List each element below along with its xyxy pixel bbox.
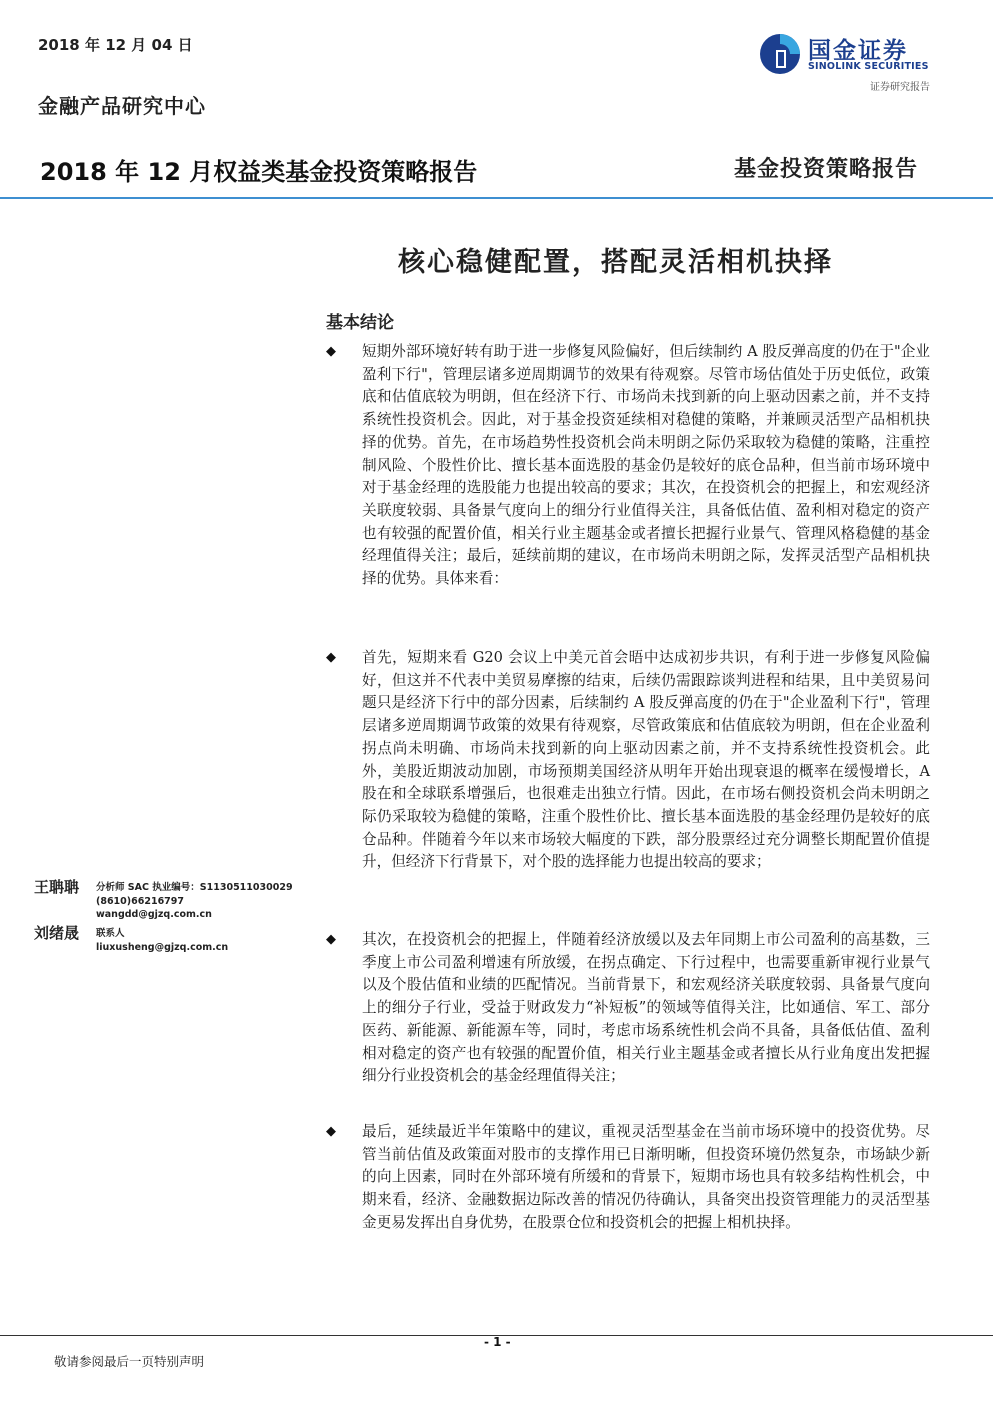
- contact-name: 刘绪晟: [34, 924, 80, 942]
- diamond-bullet-icon: ◆: [326, 1124, 336, 1139]
- header-divider: [0, 197, 993, 199]
- report-title: 2018 年 12 月权益类基金投资策略报告: [40, 158, 478, 186]
- contact-info: [96, 927, 228, 954]
- page-number: - 1 -: [484, 1335, 511, 1349]
- department-name: 金融产品研究中心: [38, 94, 206, 118]
- logo-subtitle: 证券研究报告: [870, 82, 930, 93]
- analyst-sac-id: 分析师 SAC 执业编号：S1130511030029: [96, 882, 293, 893]
- bullet-text: 最后，延续最近半年策略中的建议，重视灵活型基金在当前市场环境中的投资优势。尽管当前估值及政策面对股市的支撑作用已日渐明晰，但投资环境仍然复杂，市场缺少新的向上因素，同时在外部环境有所缓和的背景下，短期市场也具有较多结构性机会，中期来看，经济、金融数据边际改善的情况仍待确认，具备突出投资管理能力的灵活型基金更易发挥出自身优势，在股票仓位和投资机会的把握上相机抉择。: [362, 1123, 930, 1231]
- diamond-bullet-icon: ◆: [326, 344, 336, 359]
- footer-disclaimer: 敬请参阅最后一页特别声明: [54, 1354, 205, 1369]
- contact-email[interactable]: liuxusheng@gjzq.com.cn: [96, 941, 229, 953]
- analyst-email[interactable]: wangdd@gjzq.com.cn: [96, 909, 212, 920]
- bullet-text: 短期外部环境好转有助于进一步修复风险偏好，但后续制约 A 股反弹高度的仍在于"企业盈利下行"，管理层诸多逆周期调节的效果有待观察。尽管市场估值处于历史低位，政策底和估值底较为明朗，但在经济下行、市场尚未找到新的向上驱动因素之前，并不支持系统性投资机会。因此，对于基金投资延续相对稳健的策略，并兼顾灵活型产品相机抉择的优势。首先，在市场趋势性投资机会尚未明朗之际仍采取较为稳健的策略，注重控制风险、个股性价比、擅长基本面选股的基金仍是较好的底仓品种，但当前市场环境中对于基金经理的选股能力也提出较高的要求；其次，在投资机会的把握上，和宏观经济关联度较弱、具备景气度向上的细分行业值得关注，具备低估值、盈利相对稳定的资产也有较强的配置价值，相关行业主题基金或者擅长把握行业景气、管理风格稳健的基金经理值得关注；最后，延续前期的建议，在市场尚未明朗之际，发挥灵活型产品相机抉择的优势。具体来看：: [362, 343, 930, 588]
- diamond-bullet-icon: ◆: [326, 650, 336, 665]
- report-date: 2018 年 12 月 04 日: [38, 36, 193, 54]
- bullet-text: 其次，在投资机会的把握上，伴随着经济放缓以及去年同期上市公司盈利的高基数，三季度上市公司盈利增速有所放缓，在拐点确定、下行过程中，也需要重新审视行业景气以及个股估值和业绩的匹配情况。当前背景下，和宏观经济关联度较弱、具备景气度向上的细分子行业，受益于财政发力“补短板”的领域等值得关注，比如通信、军工、部分医药、新能源、新能源车等，同时，考虑市场系统性机会尚不具备，具备低估值、盈利相对稳定的资产也有较强的配置价值，相关行业主题基金或者擅长从行业角度出发把握细分行业投资机会的基金经理值得关注；: [362, 931, 930, 1085]
- contact-role: 联系人: [96, 928, 125, 939]
- analyst-contact: [96, 881, 293, 922]
- logo-name-cn: 国金证券: [808, 38, 908, 64]
- analyst-name: 王聃聃: [34, 878, 80, 896]
- report-type: 基金投资策略报告: [734, 156, 919, 182]
- diamond-bullet-icon: ◆: [326, 932, 336, 947]
- headline: 核心稳健配置，搭配灵活相机抉择: [398, 247, 833, 278]
- analyst-phone: (8610)66216797: [96, 895, 185, 907]
- bullet-text: 首先，短期来看 G20 会议上中美元首会晤中达成初步共识，有利于进一步修复风险偏好，但这并不代表中美贸易摩擦的结束，后续仍需跟踪谈判进程和结果，且中美贸易问题只是经济下行中的部分因素，后续制约 A 股反弹高度的仍在于"企业盈利下行"，管理层诸多逆周期调节政策的效果有待观察，尽管政策底和估值底较为明朗，但在企业盈利拐点尚未明确、市场尚未找到新的向上驱动因素之前，并不支持系统性投资机会。此外，美股近期波动加剧，市场预期美国经济从明年开始出现衰退的概率在缓慢增长，A 股在和全球联系增强后，也很难走出独立行情。因此，在市场右侧投资机会尚未明朗之际仍采取较为稳健的策略，注重个股性价比、擅长基本面选股的基金经理仍是较好的底仓品种。伴随着今年以来市场较大幅度的下跌，部分股票经过充分调整长期配置价值提升，但经济下行背景下，对个股的选择能力也提出较高的要求；: [362, 649, 930, 871]
- section-title: 基本结论: [326, 313, 394, 333]
- logo-name-en: SINOLINK SECURITIES: [808, 61, 929, 72]
